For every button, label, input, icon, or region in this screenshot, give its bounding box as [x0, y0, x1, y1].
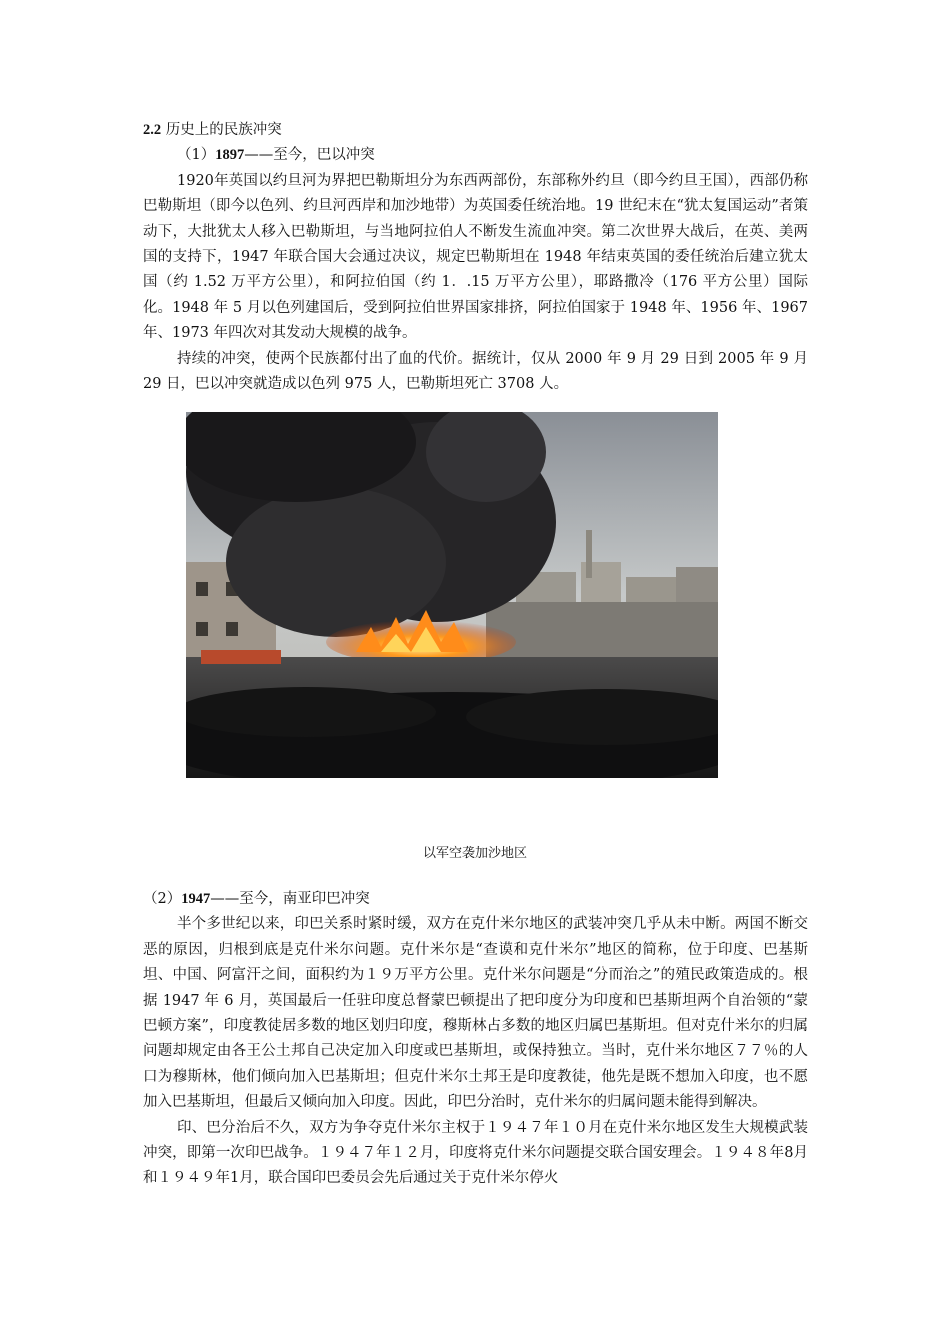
subsection-year: 1947 — [181, 891, 211, 907]
figure-caption: 以军空袭加沙地区 — [422, 846, 527, 861]
subsection-heading-2 — [143, 887, 808, 912]
subsection-title: ——至今，巴以冲突 — [244, 147, 375, 164]
subsection-year: 1897 — [215, 147, 245, 164]
section-number: 2.2 — [143, 122, 162, 138]
paragraph: 1920年英国以约旦河为界把巴勒斯坦分为东西两部份，东部称外约旦（即今约旦王国），西部仍称巴勒斯坦（即今以色列、约旦河西岸和加沙地带）为英国委任统治地。19 世纪末在“犹太复国运动”者策动下，大批犹太人移入巴勒斯坦，与当地阿拉伯人不断发生流血冲突。第二次世界大战后，在英、美两国的支持下，1947 年联合国大会通过决议，规定巴勒斯坦在 1948 年结束英国的委任统治后建立犹太国（约 1.52 万平方公里），和阿拉伯国（约 1．.15 万平方公里），耶路撒冷（176 平方公里）国际化。1948 年 5 月以色列建国后，受到阿拉伯世界国家排挤，阿拉伯国家于 1948 年、1956 年、1967 年、1973 年四次对其发动大规模的战争。 — [143, 172, 808, 342]
subsection-prefix: （1） — [177, 147, 216, 164]
section-1 — [143, 118, 808, 397]
subsection-prefix: （2） — [143, 891, 182, 907]
paragraph: 印、巴分治后不久，双方为争夺克什米尔主权于１９４７年１０月在克什米尔地区发生大规模武装冲突，即第一次印巴战争。１９４７年１２月，印度将克什米尔问题提交联合国安理会。１９４８年8月和１９４９年1月，联合国印巴委员会先后通过关于克什米尔停火 — [143, 1119, 808, 1187]
section-2 — [143, 887, 808, 1192]
section-heading — [143, 118, 808, 143]
paragraph: 半个多世纪以来，印巴关系时紧时缓，双方在克什米尔地区的武装冲突几乎从未中断。两国不断交恶的原因，归根到底是克什米尔问题。克什米尔是“查谟和克什米尔”地区的简称，位于印度、巴基斯坦、中国、阿富汗之间，面积约为１９万平方公里。克什米尔问题是“分而治之”的殖民政策造成的。根据 1947 年 6 月，英国最后一任驻印度总督蒙巴顿提出了把印度分为印度和巴基斯坦两个自治领的“蒙巴顿方案”，印度教徒居多数的地区划归印度，穆斯林占多数的地区归属巴基斯坦。但对克什米尔的归属问题却规定由各王公土邦自己决定加入印度或巴基斯坦，或保持独立。当时，克什米尔地区７７％的人口为穆斯林，他们倾向加入巴基斯坦；但克什米尔土邦王是印度教徒，他先是既不想加入印度，也不愿加入巴基斯坦，但最后又倾向加入印度。因此，印巴分治时，克什米尔的归属问题未能得到解决。 — [143, 916, 808, 1111]
subsection-title: ——至今，南亚印巴冲突 — [210, 891, 370, 907]
subsection-heading-1 — [143, 143, 808, 168]
section-title: 历史上的民族冲突 — [165, 122, 282, 138]
paragraph: 持续的冲突，使两个民族都付出了血的代价。据统计，仅从 2000 年 9 月 29 日到 2005 年 9 月 29 日，巴以冲突就造成以色列 975 人，巴勒斯坦死亡 3708 人。 — [143, 350, 808, 393]
airstrike-photo — [186, 412, 718, 778]
airstrike-photo-image — [186, 412, 718, 778]
